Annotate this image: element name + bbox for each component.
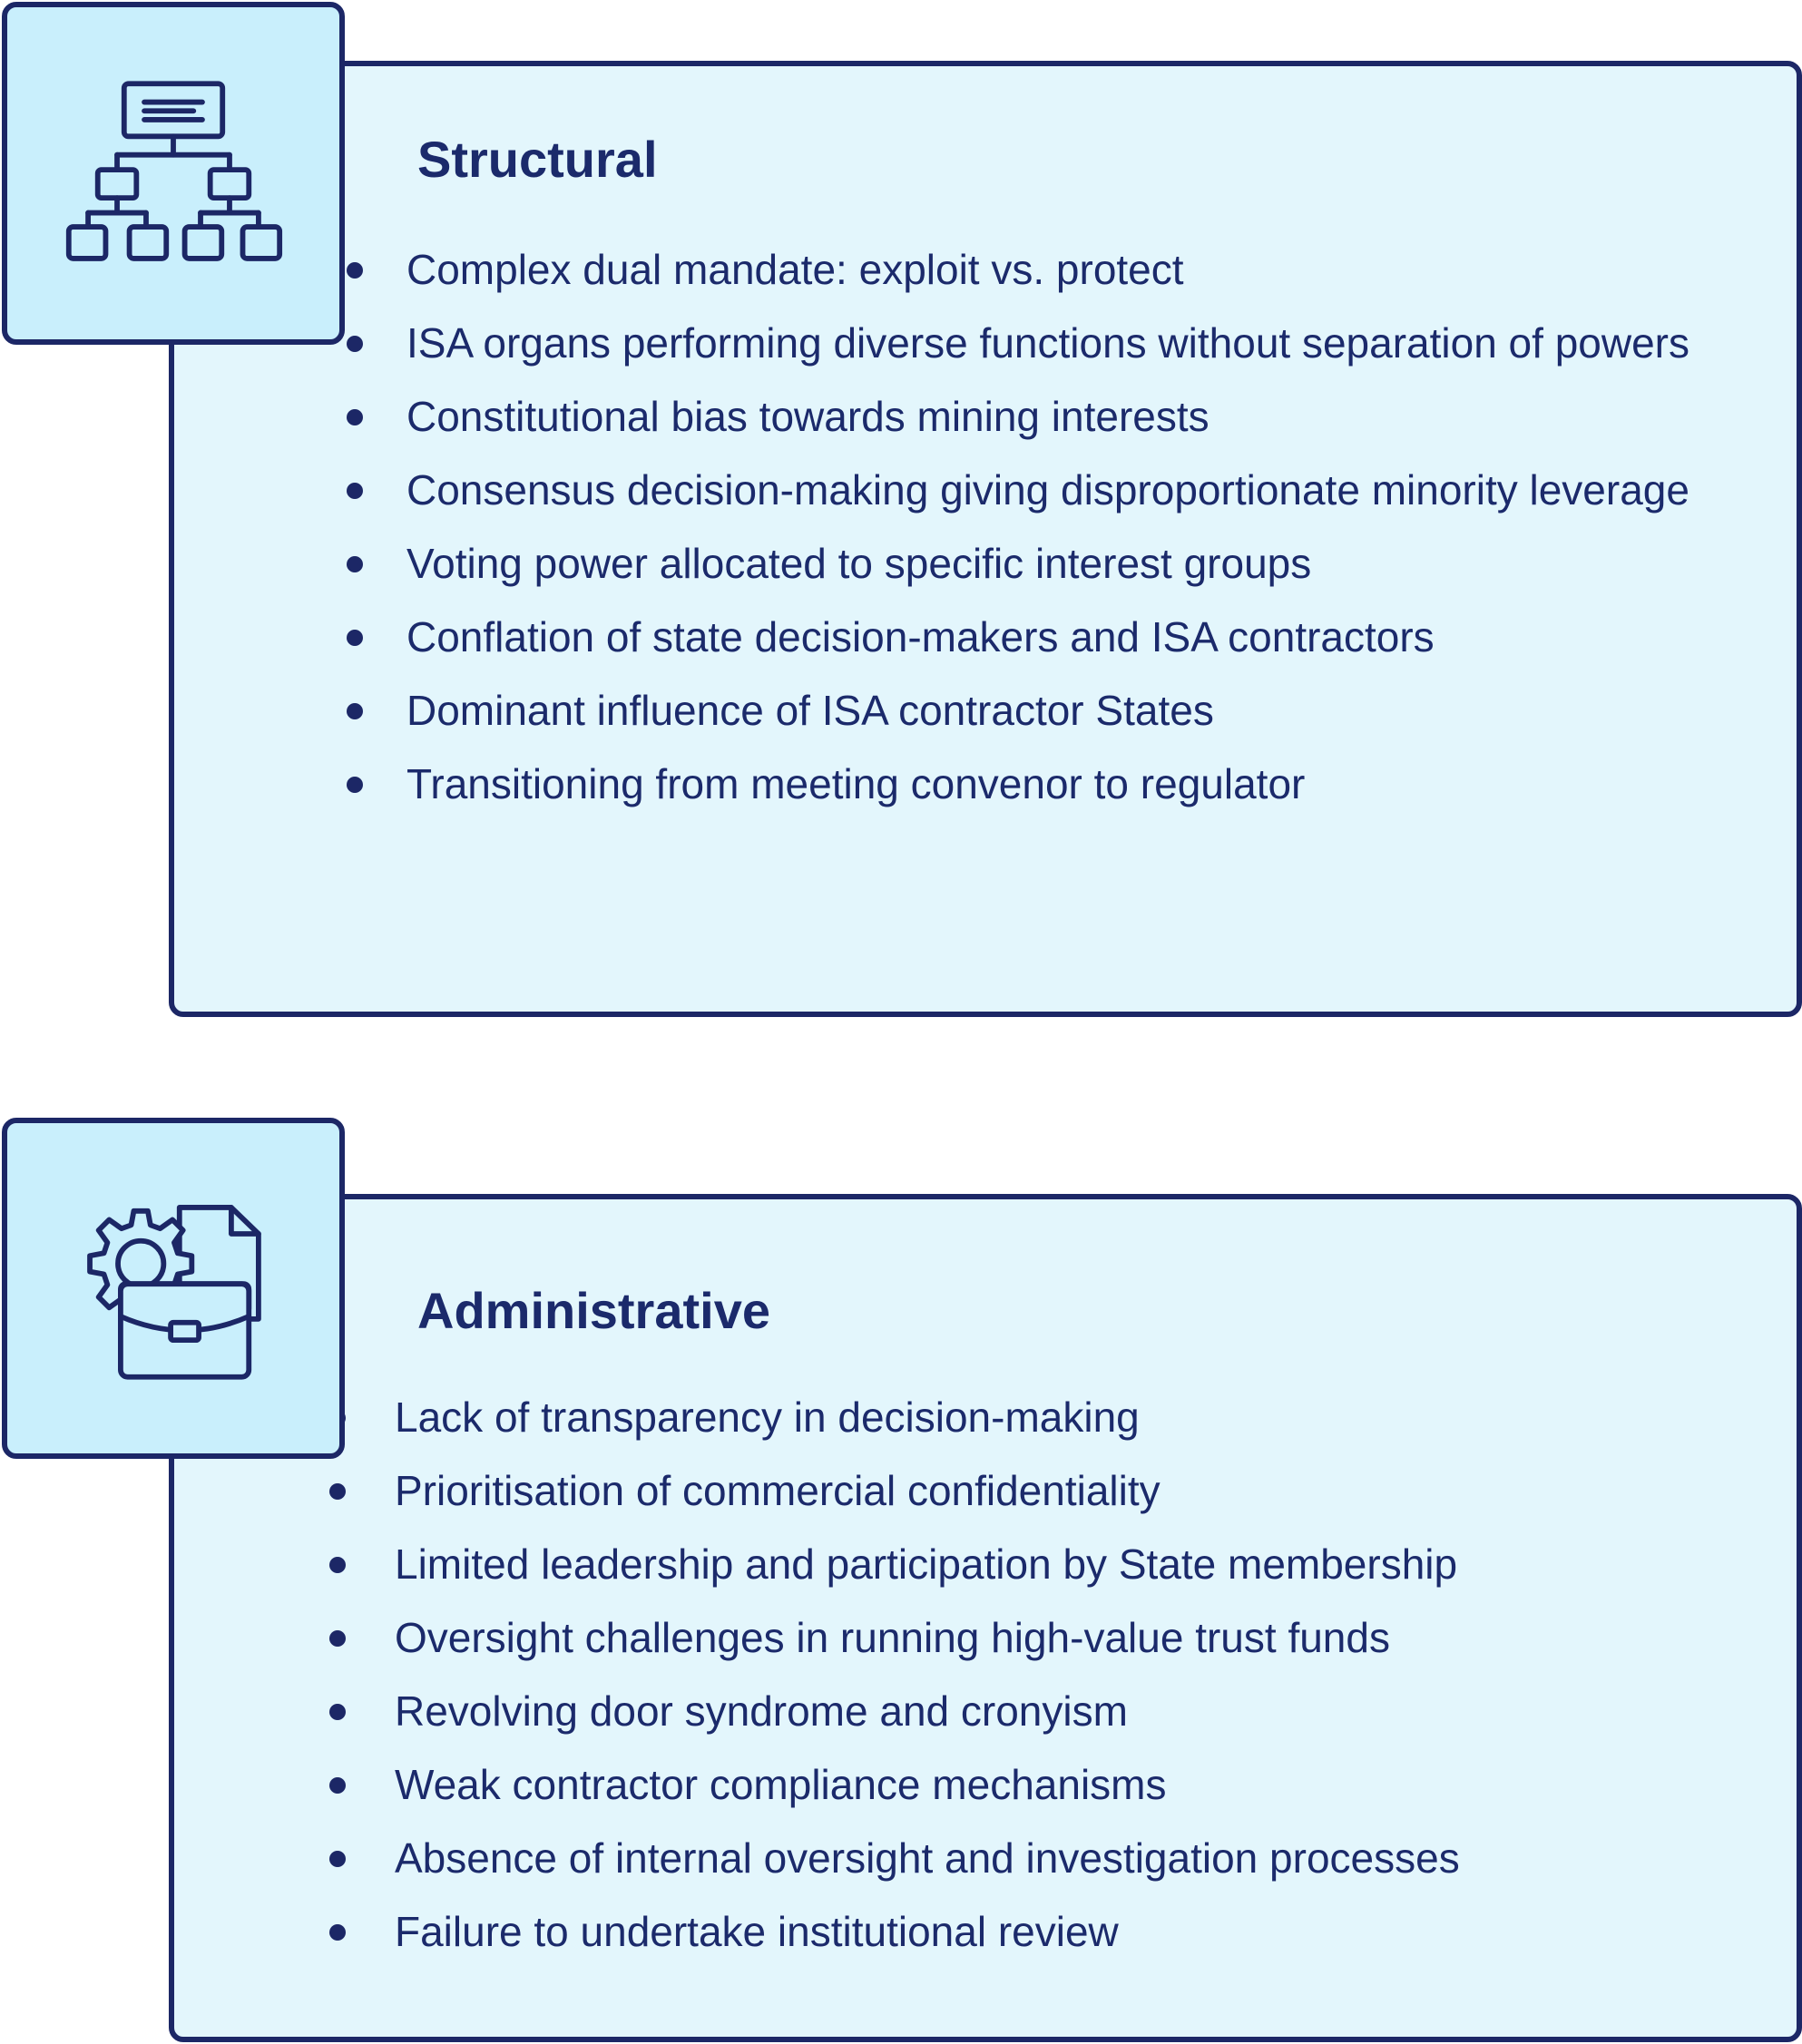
structural-icon-box — [2, 2, 345, 345]
list-item: Voting power allocated to specific interest groups — [406, 536, 1731, 591]
list-item: Revolving door syndrome and cronyism — [395, 1684, 1719, 1738]
list-item: Limited leadership and participation by State membership — [395, 1537, 1719, 1591]
structural-list — [406, 242, 1731, 830]
list-item: Constitutional bias towards mining interests — [406, 389, 1731, 444]
structural-card — [169, 61, 1802, 1017]
list-item: ISA organs performing diverse functions without separation of powers — [406, 316, 1731, 370]
gear-document-briefcase-icon — [7, 1123, 339, 1453]
list-item: Consensus decision-making giving disproportionate minority leverage — [406, 463, 1731, 517]
structural-title: Structural — [417, 131, 658, 188]
org-chart-icon — [7, 7, 339, 339]
list-item: Prioritisation of commercial confidentiality — [395, 1463, 1719, 1518]
list-item: Oversight challenges in running high-value trust funds — [395, 1610, 1719, 1665]
administrative-list — [395, 1390, 1719, 1978]
list-item: Complex dual mandate: exploit vs. protect — [406, 242, 1731, 297]
administrative-icon-box — [2, 1118, 345, 1459]
list-item: Dominant influence of ISA contractor States — [406, 683, 1731, 738]
list-item: Failure to undertake institutional review — [395, 1904, 1719, 1959]
list-item: Lack of transparency in decision-making — [395, 1390, 1719, 1444]
list-item: Conflation of state decision-makers and ISA contractors — [406, 610, 1731, 664]
list-item: Absence of internal oversight and investigation processes — [395, 1831, 1719, 1885]
administrative-card — [169, 1194, 1802, 2042]
list-item: Weak contractor compliance mechanisms — [395, 1757, 1719, 1812]
administrative-title: Administrative — [417, 1282, 770, 1339]
list-item: Transitioning from meeting convenor to regulator — [406, 757, 1731, 811]
